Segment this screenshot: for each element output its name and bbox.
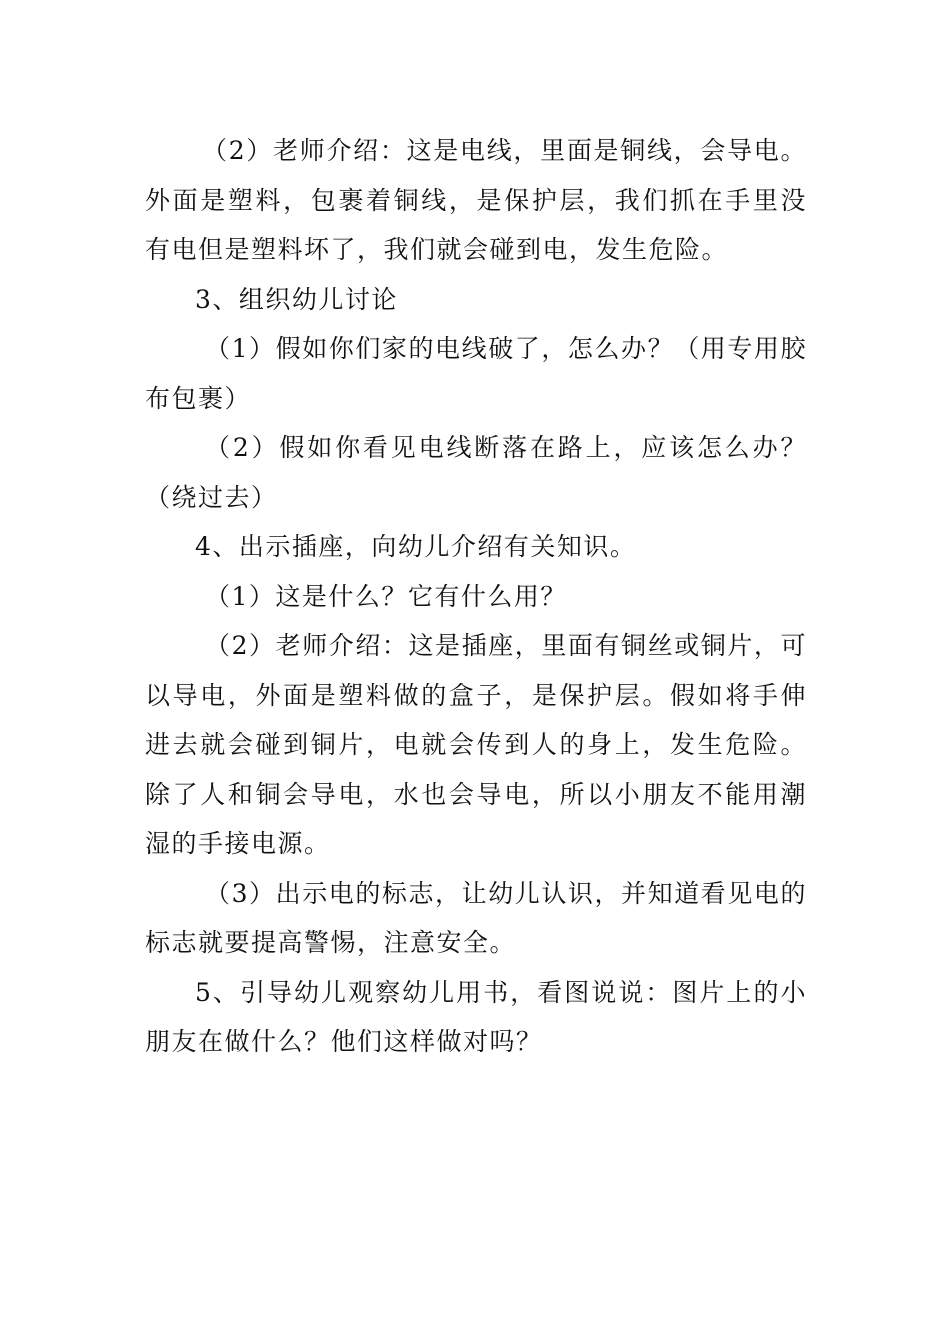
paragraph-step-3-heading: 3、组织幼儿讨论 [195, 284, 398, 314]
paragraph-step-5-heading: 5、引导幼儿观察幼儿用书，看图说说：图片上的小朋友在做什么？他们这样做对吗？ [145, 977, 807, 1056]
document-body [145, 126, 807, 1067]
paragraph-question-fallen-wire: （2）假如你看见电线断落在路上，应该怎么办？（绕过去） [145, 433, 807, 512]
paragraph-teacher-intro-wire: （2）老师介绍：这是电线，里面是铜线，会导电。外面是塑料，包裹着铜线，是保护层，我们抓在手里没有电但是塑料坏了，我们就会碰到电，发生危险。 [145, 136, 807, 264]
paragraph-teacher-intro-socket: （2）老师介绍：这是插座，里面有铜丝或铜片，可以导电，外面是塑料做的盒子，是保护层。假如将手伸进去就会碰到铜片，电就会传到人的身上，发生危险。除了人和铜会导电，水也会导电，所以小朋友不能用潮湿的手接电源。 [145, 631, 807, 858]
paragraph-question-socket: （1）这是什么？它有什么用？ [205, 581, 567, 611]
paragraph-question-broken-wire: （1）假如你们家的电线破了，怎么办？（用专用胶布包裹） [145, 334, 807, 413]
paragraph-step-4-heading: 4、出示插座，向幼儿介绍有关知识。 [195, 532, 637, 561]
paragraph-electric-sign: （3）出示电的标志，让幼儿认识，并知道看见电的标志就要提高警惕，注意安全。 [145, 878, 807, 957]
